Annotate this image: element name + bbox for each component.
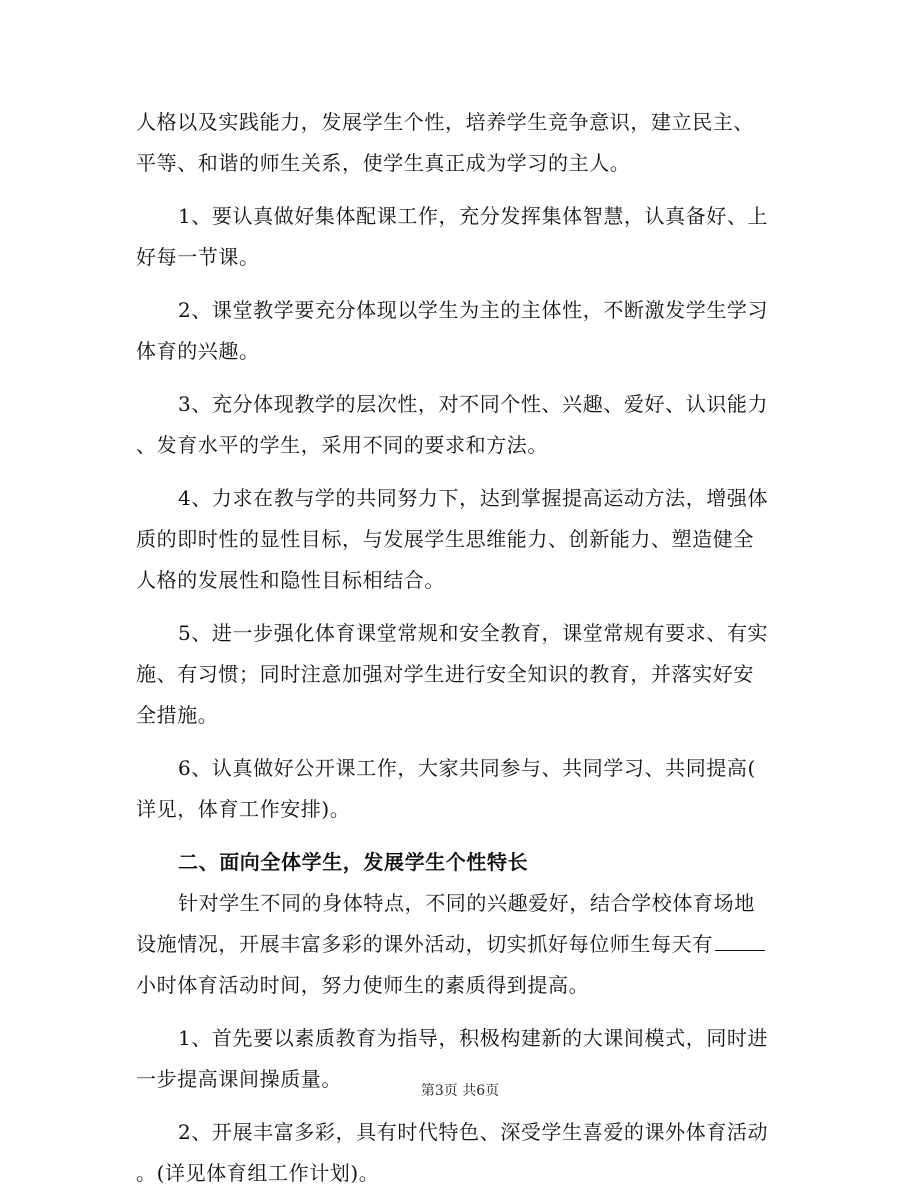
paragraph-line: 2、课堂教学要充分体现以学生为主的主体性，不断激发学生学习	[178, 298, 769, 322]
fill-in-blank	[715, 930, 765, 951]
paragraph	[136, 196, 786, 278]
paragraph-line: 体育的兴趣。	[136, 339, 260, 363]
paragraph	[136, 1112, 786, 1194]
section-heading: 二、面向全体学生，发展学生个性特长	[178, 850, 529, 874]
paragraph-line	[136, 924, 786, 965]
document-body	[136, 102, 786, 1194]
paragraph	[136, 613, 786, 736]
paragraph-line: 5、进一步强化体育课堂常规和安全教育，课堂常规有要求、有实	[178, 621, 769, 645]
paragraph	[136, 290, 786, 372]
paragraph-line: 6、认真做好公开课工作，大家共同参与、共同学习、共同提高(	[178, 756, 756, 780]
paragraph-line: 1、要认真做好集体配课工作，充分发挥集体智慧，认真备好、上	[178, 204, 769, 228]
paragraph-line: 3、充分体现教学的层次性，对不同个性、兴趣、爱好、认识能力	[178, 392, 769, 416]
paragraph-line: 。(详见体育组工作计划)。	[136, 1161, 380, 1185]
paragraph-line: 施、有习惯；同时注意加强对学生进行安全知识的教育，并落实好安	[136, 662, 754, 686]
paragraph	[136, 384, 786, 466]
paragraph	[136, 478, 786, 601]
paragraph	[136, 748, 786, 830]
paragraph-line: 一步提高课间操质量。	[136, 1067, 342, 1091]
paragraph-line: 全措施。	[136, 703, 219, 727]
paragraph	[136, 102, 786, 184]
paragraph-line: 质的即时性的显性目标，与发展学生思维能力、创新能力、塑造健全	[136, 527, 754, 551]
paragraph-line: 平等、和谐的师生关系，使学生真正成为学习的主人。	[136, 151, 631, 175]
paragraph-line: 2、开展丰富多彩，具有时代特色、深受学生喜爱的课外体育活动	[178, 1120, 769, 1144]
paragraph-line: 、发育水平的学生，采用不同的要求和方法。	[136, 433, 548, 457]
paragraph	[136, 883, 786, 1006]
paragraph-line-text: 设施情况，开展丰富多彩的课外活动，切实抓好每位师生每天有	[136, 932, 713, 956]
paragraph-line: 人格以及实践能力，发展学生个性，培养学生竞争意识，建立民主、	[136, 110, 754, 134]
paragraph-line: 小时体育活动时间，努力使师生的素质得到提高。	[136, 973, 590, 997]
paragraph-line: 详见，体育工作安排)。	[136, 797, 351, 821]
paragraph-line: 4、力求在教与学的共同努力下，达到掌握提高运动方法，增强体	[178, 486, 769, 510]
paragraph-line: 针对学生不同的身体特点，不同的兴趣爱好，结合学校体育场地	[178, 891, 755, 915]
paragraph-line: 1、首先要以素质教育为指导，积极构建新的大课间模式，同时进	[178, 1026, 769, 1050]
paragraph-line: 人格的发展性和隐性目标相结合。	[136, 568, 445, 592]
page-number-footer: 第3页 共6页	[420, 1083, 500, 1099]
paragraph-line: 好每一节课。	[136, 245, 260, 269]
